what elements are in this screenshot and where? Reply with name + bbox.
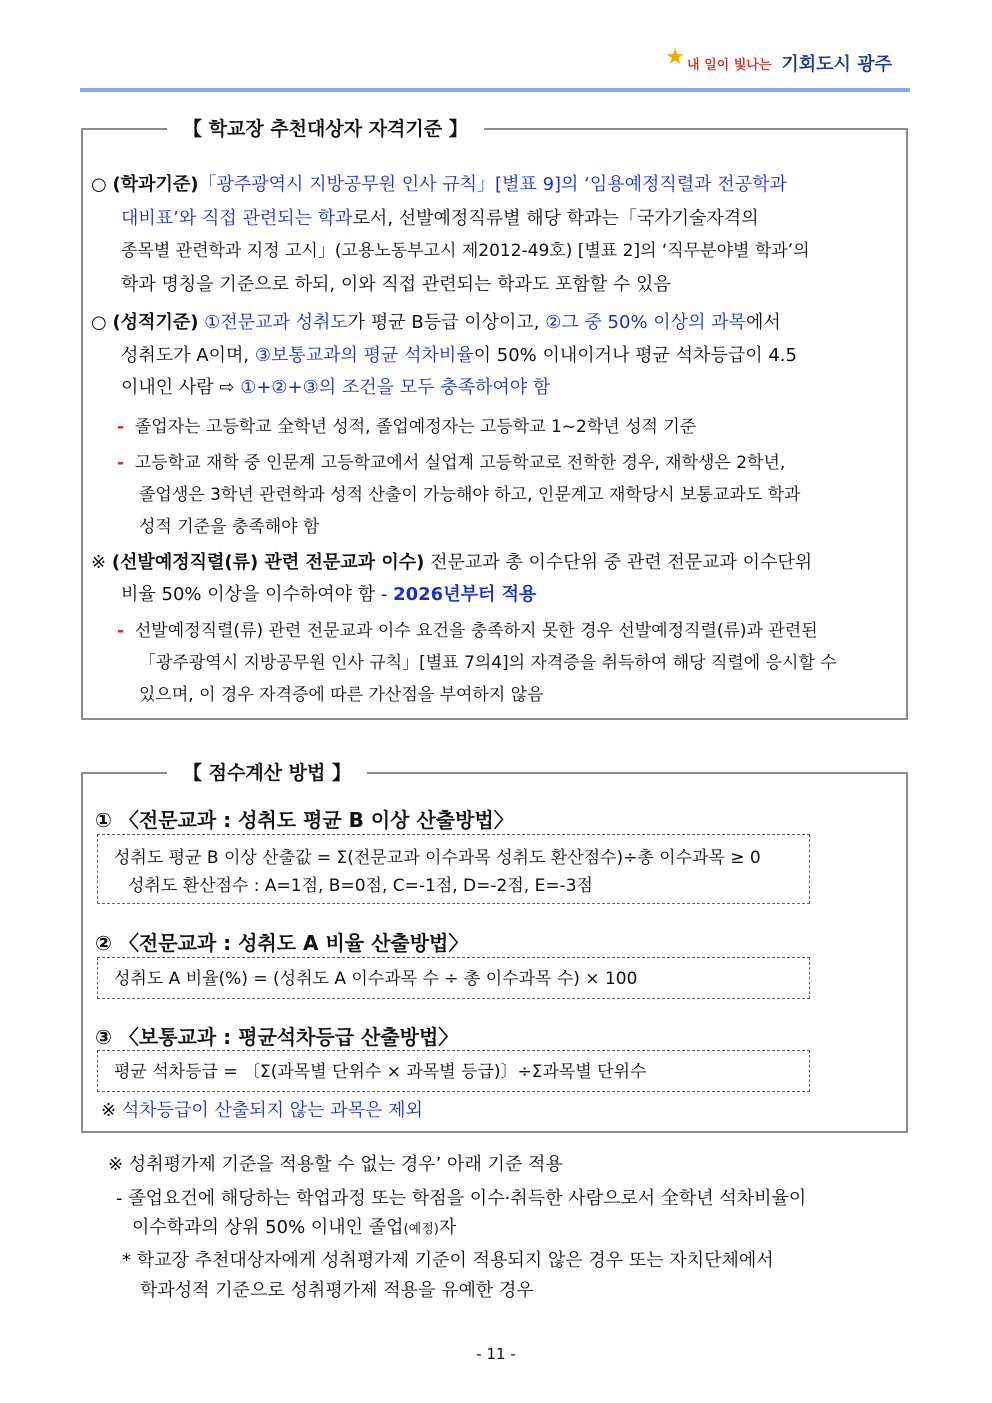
formula-rank-grade: 평균 석차등급 = 〔Σ(과목별 단위수 × 과목별 등급)〕÷Σ과목별 단위수 bbox=[114, 1062, 647, 1082]
section-rank-grade-title: ③ 〈보통교과 : 평균석차등급 산출방법〉 bbox=[95, 1025, 459, 1049]
score-box-title: 【 점수계산 방법 】 bbox=[167, 758, 367, 785]
exception-criteria-line1: - 졸업요건에 해당하는 학업과정 또는 학점을 이수·취득한 사람으로서 全학년 석차비율이 bbox=[116, 1188, 807, 1209]
achievement-exception-note: ※ 성취평가제 기준을 적용할 수 없는 경우’ 아래 기준 적용 bbox=[108, 1154, 563, 1175]
dept-criteria-line2: 대비표’와 직접 관련되는 학과로서, 선발예정직류별 해당 학과는「국가기술자격의 bbox=[121, 208, 759, 229]
dept-criteria-line3: 종목별 관련학과 지정 고시」(고용노동부고시 제2012-49호) [별표 2]의 ‘직무분야별 학과’의 bbox=[121, 241, 810, 261]
formula-achievement-avg: 성취도 평균 B 이상 산출값 = Σ(전문교과 이수과목 성취도 환산점수)÷총 이수과목 ≥ 0 bbox=[114, 848, 761, 868]
bullet-transfer-line2: 졸업생은 3학년 관련학과 성적 산출이 가능해야 하고, 인문계고 재학당시 보통교과도 학과 bbox=[139, 485, 801, 505]
major-course-note-line2: 비율 50% 이상을 이수하여야 함 - 2026년부터 적용 bbox=[121, 584, 537, 605]
exception-criteria-line2: 이수학과의 상위 50% 이내인 졸업(예정)자 bbox=[132, 1217, 457, 1238]
dept-criteria-line4: 학과 명칭을 기준으로 하되, 이와 직접 관련되는 학과도 포함할 수 있음 bbox=[121, 274, 671, 295]
bullet-transfer-line3: 성적 기준을 충족해야 함 bbox=[139, 517, 320, 537]
formula-a-ratio: 성취도 A 비율(%) = (성취도 A 이수과목 수 ÷ 총 이수과목 수) × 100 bbox=[114, 969, 638, 989]
star-icon: ★ bbox=[665, 44, 685, 70]
eligibility-box-title: 【 학교장 추천대상자 자격기준 】 bbox=[167, 114, 484, 141]
major-course-note-line1: ※ (선발예정직렬(류) 관련 전문교과 이수) 전문교과 총 이수단위 중 관련 전문교과 이수단위 bbox=[91, 552, 813, 573]
header-logo bbox=[665, 44, 892, 76]
bullet-transfer-line1: - 고등학교 재학 중 인문계 고등학교에서 실업계 고등학교로 전학한 경우, 재학생은 2학년, bbox=[117, 453, 786, 473]
section-achievement-avg-title: ① 〈전문교과 : 성취도 평균 B 이상 산출방법〉 bbox=[95, 808, 514, 832]
rank-grade-exclusion-note: ※ 석차등급이 산출되지 않는 과목은 제외 bbox=[101, 1100, 423, 1121]
logo-title: 기회도시 광주 bbox=[781, 54, 892, 75]
page-number: - 11 - bbox=[476, 1345, 516, 1363]
logo-slogan: 내 일이 빛나는 bbox=[686, 57, 772, 73]
bullet-certificate-line1: - 선발예정직렬(류) 관련 전문교과 이수 요건을 충족하지 못한 경우 선발예정직렬(류)과 관련된 bbox=[117, 621, 818, 641]
formula-box-achievement-avg bbox=[97, 834, 810, 904]
bullet-certificate-line3: 있으며, 이 경우 자격증에 따른 가산점을 부여하지 않음 bbox=[139, 685, 544, 705]
section-a-ratio-title: ② 〈전문교과 : 성취도 A 비율 산출방법〉 bbox=[95, 931, 469, 955]
deferral-note-line2: 학과성적 기준으로 성취평가제 적용을 유예한 경우 bbox=[140, 1280, 534, 1301]
formula-box-a-ratio bbox=[97, 957, 810, 999]
formula-conversion-scores: 성취도 환산점수 : A=1점, B=0점, C=-1점, D=-2점, E=-3점 bbox=[128, 876, 593, 896]
grade-criteria-line2: 성취도가 A이며, ③보통교과의 평균 석차비율이 50% 이내이거나 평균 석차등급이 4.5 bbox=[121, 345, 797, 366]
dept-criteria-line1: ○ (학과기준)「광주광역시 지방공무원 인사 규칙」[별표 9]의 ‘임용예정직렬과 전공학과 bbox=[91, 174, 787, 195]
eligibility-box bbox=[81, 118, 908, 720]
grade-criteria-line3: 이내인 사람 ⇨ ①+②+③의 조건을 모두 충족하여야 함 bbox=[121, 377, 551, 398]
formula-box-rank-grade bbox=[97, 1050, 810, 1092]
grade-criteria-line1: ○ (성적기준) ①전문교과 성취도가 평균 B등급 이상이고, ②그 중 50% 이상의 과목에서 bbox=[91, 312, 781, 333]
bullet-graduate-criteria: - 졸업자는 고등학교 全학년 성적, 졸업예정자는 고등학교 1~2학년 성적 기준 bbox=[117, 417, 697, 437]
score-calculation-box bbox=[81, 762, 908, 1133]
header-rule bbox=[80, 88, 910, 92]
deferral-note-line1: * 학교장 추천대상자에게 성취평가제 기준이 적용되지 않은 경우 또는 자치단체에서 bbox=[122, 1250, 774, 1271]
bullet-certificate-line2: 「광주광역시 지방공무원 인사 규칙」[별표 7의4]의 자격증을 취득하여 해당 직렬에 응시할 수 bbox=[139, 653, 837, 673]
